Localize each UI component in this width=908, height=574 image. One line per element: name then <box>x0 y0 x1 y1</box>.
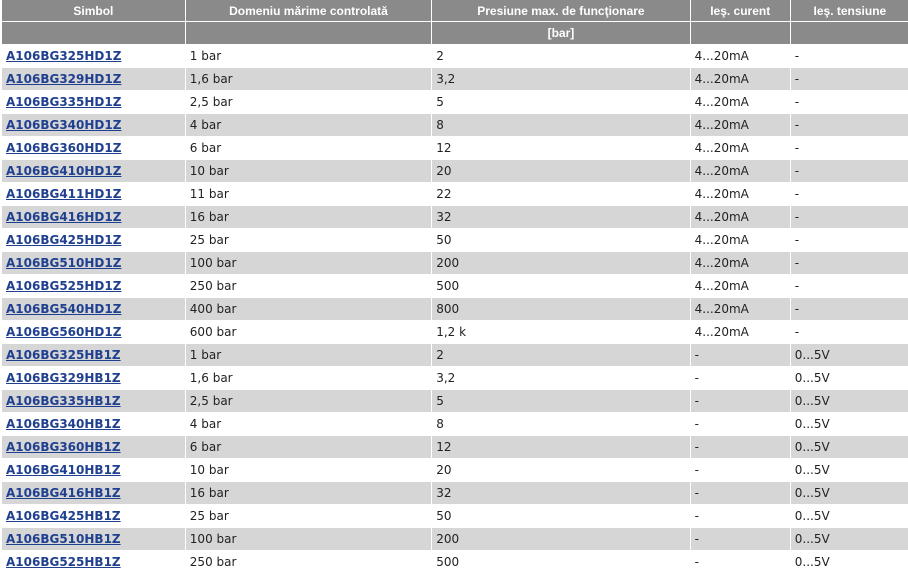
cell-current-output: 4...20mA <box>690 68 790 91</box>
cell-max-pressure: 5 <box>432 390 690 413</box>
cell-range: 11 bar <box>185 183 431 206</box>
header-current-output: Ieş. curent <box>690 0 790 22</box>
cell-current-output: 4...20mA <box>690 91 790 114</box>
cell-voltage-output: 0...5V <box>790 459 908 482</box>
header-voltage-output: Ieş. tensiune <box>790 0 908 22</box>
product-link[interactable]: A106BG340HD1Z <box>6 118 122 132</box>
cell-range: 10 bar <box>185 459 431 482</box>
cell-current-output: - <box>690 436 790 459</box>
table-row <box>2 413 908 436</box>
table-row <box>2 436 908 459</box>
cell-voltage-output: 0...5V <box>790 482 908 505</box>
cell-current-output: - <box>690 482 790 505</box>
cell-voltage-output: - <box>790 321 908 344</box>
product-link[interactable]: A106BG525HB1Z <box>6 555 121 569</box>
cell-symbol <box>2 160 185 183</box>
table-row <box>2 367 908 390</box>
table-row <box>2 114 908 137</box>
cell-range: 250 bar <box>185 551 431 574</box>
cell-range: 400 bar <box>185 298 431 321</box>
cell-range: 25 bar <box>185 229 431 252</box>
product-link[interactable]: A106BG525HD1Z <box>6 279 122 293</box>
units-symbol <box>2 22 185 45</box>
header-row <box>2 0 908 22</box>
cell-range: 6 bar <box>185 436 431 459</box>
product-link[interactable]: A106BG329HD1Z <box>6 72 122 86</box>
cell-max-pressure: 500 <box>432 275 690 298</box>
cell-range: 100 bar <box>185 528 431 551</box>
cell-current-output: - <box>690 413 790 436</box>
cell-symbol <box>2 298 185 321</box>
cell-voltage-output: - <box>790 45 908 68</box>
cell-max-pressure: 12 <box>432 436 690 459</box>
cell-voltage-output: 0...5V <box>790 528 908 551</box>
cell-symbol <box>2 68 185 91</box>
product-link[interactable]: A106BG510HB1Z <box>6 532 121 546</box>
cell-current-output: 4...20mA <box>690 45 790 68</box>
table-row <box>2 298 908 321</box>
cell-voltage-output: 0...5V <box>790 390 908 413</box>
cell-voltage-output: - <box>790 229 908 252</box>
product-link[interactable]: A106BG340HB1Z <box>6 417 121 431</box>
cell-range: 10 bar <box>185 160 431 183</box>
units-max-pressure: [bar] <box>432 22 690 45</box>
cell-range: 2,5 bar <box>185 390 431 413</box>
cell-range: 1 bar <box>185 45 431 68</box>
cell-current-output: 4...20mA <box>690 183 790 206</box>
cell-current-output: 4...20mA <box>690 137 790 160</box>
cell-symbol <box>2 252 185 275</box>
table-row <box>2 275 908 298</box>
cell-range: 16 bar <box>185 206 431 229</box>
cell-max-pressure: 3,2 <box>432 367 690 390</box>
cell-max-pressure: 20 <box>432 160 690 183</box>
cell-max-pressure: 2 <box>432 344 690 367</box>
cell-max-pressure: 800 <box>432 298 690 321</box>
cell-voltage-output: 0...5V <box>790 413 908 436</box>
table-row <box>2 459 908 482</box>
cell-symbol <box>2 505 185 528</box>
cell-symbol <box>2 436 185 459</box>
cell-range: 250 bar <box>185 275 431 298</box>
product-link[interactable]: A106BG510HD1Z <box>6 256 122 270</box>
cell-max-pressure: 200 <box>432 528 690 551</box>
cell-current-output: 4...20mA <box>690 275 790 298</box>
product-link[interactable]: A106BG325HB1Z <box>6 348 121 362</box>
product-link[interactable]: A106BG325HD1Z <box>6 49 122 63</box>
table-row <box>2 482 908 505</box>
product-link[interactable]: A106BG335HD1Z <box>6 95 122 109</box>
table-row <box>2 505 908 528</box>
cell-current-output: 4...20mA <box>690 321 790 344</box>
units-voltage-output <box>790 22 908 45</box>
cell-voltage-output: - <box>790 160 908 183</box>
header-symbol: Simbol <box>2 0 185 22</box>
cell-symbol <box>2 229 185 252</box>
header-range: Domeniu mărime controlată <box>185 0 431 22</box>
product-link[interactable]: A106BG360HD1Z <box>6 141 122 155</box>
cell-symbol <box>2 275 185 298</box>
table-row <box>2 229 908 252</box>
cell-range: 4 bar <box>185 413 431 436</box>
cell-current-output: - <box>690 344 790 367</box>
cell-range: 25 bar <box>185 505 431 528</box>
product-link[interactable]: A106BG329HB1Z <box>6 371 121 385</box>
cell-symbol <box>2 528 185 551</box>
cell-voltage-output: - <box>790 206 908 229</box>
product-link[interactable]: A106BG540HD1Z <box>6 302 122 316</box>
cell-range: 4 bar <box>185 114 431 137</box>
cell-range: 2,5 bar <box>185 91 431 114</box>
cell-current-output: - <box>690 528 790 551</box>
cell-voltage-output: 0...5V <box>790 367 908 390</box>
cell-symbol <box>2 206 185 229</box>
cell-symbol <box>2 551 185 574</box>
product-spec-table <box>2 0 908 574</box>
cell-current-output: 4...20mA <box>690 206 790 229</box>
cell-voltage-output: 0...5V <box>790 505 908 528</box>
cell-max-pressure: 50 <box>432 229 690 252</box>
product-link[interactable]: A106BG425HD1Z <box>6 233 122 247</box>
units-range <box>185 22 431 45</box>
table-row <box>2 252 908 275</box>
cell-max-pressure: 12 <box>432 137 690 160</box>
cell-max-pressure: 8 <box>432 114 690 137</box>
table-row <box>2 137 908 160</box>
cell-symbol <box>2 183 185 206</box>
cell-current-output: 4...20mA <box>690 252 790 275</box>
cell-voltage-output: - <box>790 137 908 160</box>
product-link[interactable]: A106BG410HD1Z <box>6 164 122 178</box>
cell-max-pressure: 2 <box>432 45 690 68</box>
table-body <box>2 45 908 574</box>
table-row <box>2 91 908 114</box>
cell-voltage-output: 0...5V <box>790 436 908 459</box>
cell-max-pressure: 3,2 <box>432 68 690 91</box>
cell-voltage-output: - <box>790 91 908 114</box>
table-row <box>2 528 908 551</box>
cell-range: 1 bar <box>185 344 431 367</box>
cell-symbol <box>2 413 185 436</box>
cell-symbol <box>2 459 185 482</box>
table-row <box>2 206 908 229</box>
cell-max-pressure: 1,2 k <box>432 321 690 344</box>
cell-range: 6 bar <box>185 137 431 160</box>
units-current-output <box>690 22 790 45</box>
product-link[interactable]: A106BG560HD1Z <box>6 325 122 339</box>
cell-symbol <box>2 482 185 505</box>
cell-max-pressure: 8 <box>432 413 690 436</box>
table-header <box>2 0 908 45</box>
cell-voltage-output: - <box>790 252 908 275</box>
cell-current-output: - <box>690 367 790 390</box>
cell-range: 600 bar <box>185 321 431 344</box>
product-link[interactable]: A106BG425HB1Z <box>6 509 121 523</box>
product-link[interactable]: A106BG416HD1Z <box>6 210 122 224</box>
cell-max-pressure: 32 <box>432 206 690 229</box>
table-row <box>2 45 908 68</box>
product-link[interactable]: A106BG410HB1Z <box>6 463 121 477</box>
cell-voltage-output: - <box>790 275 908 298</box>
cell-range: 1,6 bar <box>185 367 431 390</box>
product-link[interactable]: A106BG360HB1Z <box>6 440 121 454</box>
cell-symbol <box>2 321 185 344</box>
cell-current-output: 4...20mA <box>690 160 790 183</box>
table-row <box>2 321 908 344</box>
cell-current-output: - <box>690 459 790 482</box>
table-row <box>2 551 908 574</box>
cell-symbol <box>2 137 185 160</box>
cell-max-pressure: 200 <box>432 252 690 275</box>
cell-symbol <box>2 344 185 367</box>
cell-max-pressure: 50 <box>432 505 690 528</box>
cell-voltage-output: - <box>790 183 908 206</box>
cell-max-pressure: 20 <box>432 459 690 482</box>
cell-current-output: 4...20mA <box>690 114 790 137</box>
cell-range: 16 bar <box>185 482 431 505</box>
header-max-pressure: Presiune max. de funcţionare <box>432 0 690 22</box>
cell-max-pressure: 32 <box>432 482 690 505</box>
cell-current-output: 4...20mA <box>690 298 790 321</box>
cell-max-pressure: 5 <box>432 91 690 114</box>
product-link[interactable]: A106BG416HB1Z <box>6 486 121 500</box>
cell-current-output: - <box>690 505 790 528</box>
cell-max-pressure: 22 <box>432 183 690 206</box>
table-row <box>2 344 908 367</box>
cell-voltage-output: 0...5V <box>790 344 908 367</box>
cell-voltage-output: 0...5V <box>790 551 908 574</box>
table-row <box>2 183 908 206</box>
table-row <box>2 160 908 183</box>
cell-voltage-output: - <box>790 298 908 321</box>
cell-max-pressure: 500 <box>432 551 690 574</box>
cell-symbol <box>2 367 185 390</box>
cell-voltage-output: - <box>790 114 908 137</box>
cell-range: 100 bar <box>185 252 431 275</box>
cell-current-output: 4...20mA <box>690 229 790 252</box>
cell-symbol <box>2 114 185 137</box>
cell-range: 1,6 bar <box>185 68 431 91</box>
cell-symbol <box>2 390 185 413</box>
cell-symbol <box>2 91 185 114</box>
cell-symbol <box>2 45 185 68</box>
units-row <box>2 22 908 45</box>
product-link[interactable]: A106BG411HD1Z <box>6 187 122 201</box>
table-row <box>2 390 908 413</box>
product-link[interactable]: A106BG335HB1Z <box>6 394 121 408</box>
cell-current-output: - <box>690 390 790 413</box>
cell-current-output: - <box>690 551 790 574</box>
cell-voltage-output: - <box>790 68 908 91</box>
table-row <box>2 68 908 91</box>
